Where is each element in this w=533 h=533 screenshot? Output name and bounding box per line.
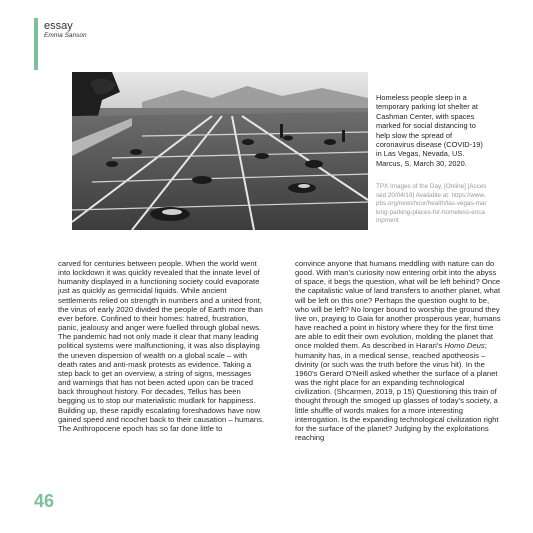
body-paragraph: The Anthropocene epoch has so far done little to bbox=[58, 423, 223, 433]
body-paragraph bbox=[295, 259, 503, 442]
article-header bbox=[44, 20, 87, 40]
accent-bar bbox=[34, 18, 38, 70]
body-paragraph: carved for centuries between people. When the world went into lockdown it was quickly revealed that the innate level of humanity displayed in a functioning society could evaporate just as quickly as germicidal liquids. While ancient settlements relied on strength in numbers and a united front, the virus of early 2020 divided the people of Earth more than ever before. Confined to their homes: hatred, frustration, panic, jealousy and anger were fuelled through global news. The pandemic had not only made it clear that many leading political systems were malfunctioning, it was also displaying the uneven dispersion of wealth on a global scale – with death rates and anti-mask protests as evidence. Taking a step back to get an overview, a string of signs, messages and warnings that has not been acted upon can be traced back throughout history. For decades, Tellus has been begging us to stop our materialistic mudlark for happiness. Building up, these rapidly escalating foreshadows have now gained speed and ricochet back to their causation – humans. bbox=[58, 259, 265, 424]
photo bbox=[72, 72, 368, 230]
photo-credit: TPX Images of the Day, [Online] [Accessed 20/04/19] Available at: https://www.pbs.org/newshour/health/las-vegas-marking-parking-places-for-homeless-encampment bbox=[376, 183, 487, 224]
section-kicker: essay bbox=[44, 20, 73, 32]
page-number: 46 bbox=[34, 491, 55, 511]
book-title: Homo Deus bbox=[444, 341, 485, 351]
body-text: convince anyone that humans meddling with nature can do good. With man’s curiosity now entering orbit into the abyss of space, it begs the question, what will be left behind? Once the capitalistic value of land transfers to another planet, what will be left on this one? Perhaps the question ought to be, who will be left? No longer bound to worship the ground they live on, praying to Gaia for another prosperous year, humans have reached a point in history where they for the first time are able to edit their own evolution, molding the planet that once molded them. As described in Harari’s bbox=[295, 259, 501, 351]
parking-lot-photo bbox=[72, 72, 368, 230]
body-column-right bbox=[295, 259, 503, 442]
author-name: Emma Sanson bbox=[44, 32, 87, 39]
body-column-left bbox=[58, 259, 266, 433]
photo-caption: Homeless people sleep in a temporary parking lot shelter at Cashman Center, with spaces marked for social distancing to help slow the spread of coronavirus disease (COVID-19) in Las Vegas, Nevada, US. Marcus, S. March 30, 2020. bbox=[376, 93, 483, 168]
body-text: ; humanity has, in a medical sense, reached apotheosis – divinity (or such was the truth before the virus hit). In the 1960’s Gerard O’Neill asked whether the surface of a planet was the right place for an expanding technological civilization. (Shcarmen, 2019, p 15) Questioning this train of thought through the smoged up glasses of today’s society, a little shuffle of words makes for a more interesting interrogation. Is the expanding technological civilization right for the surface of the planet? Judging by the exploitations reaching bbox=[295, 341, 499, 442]
